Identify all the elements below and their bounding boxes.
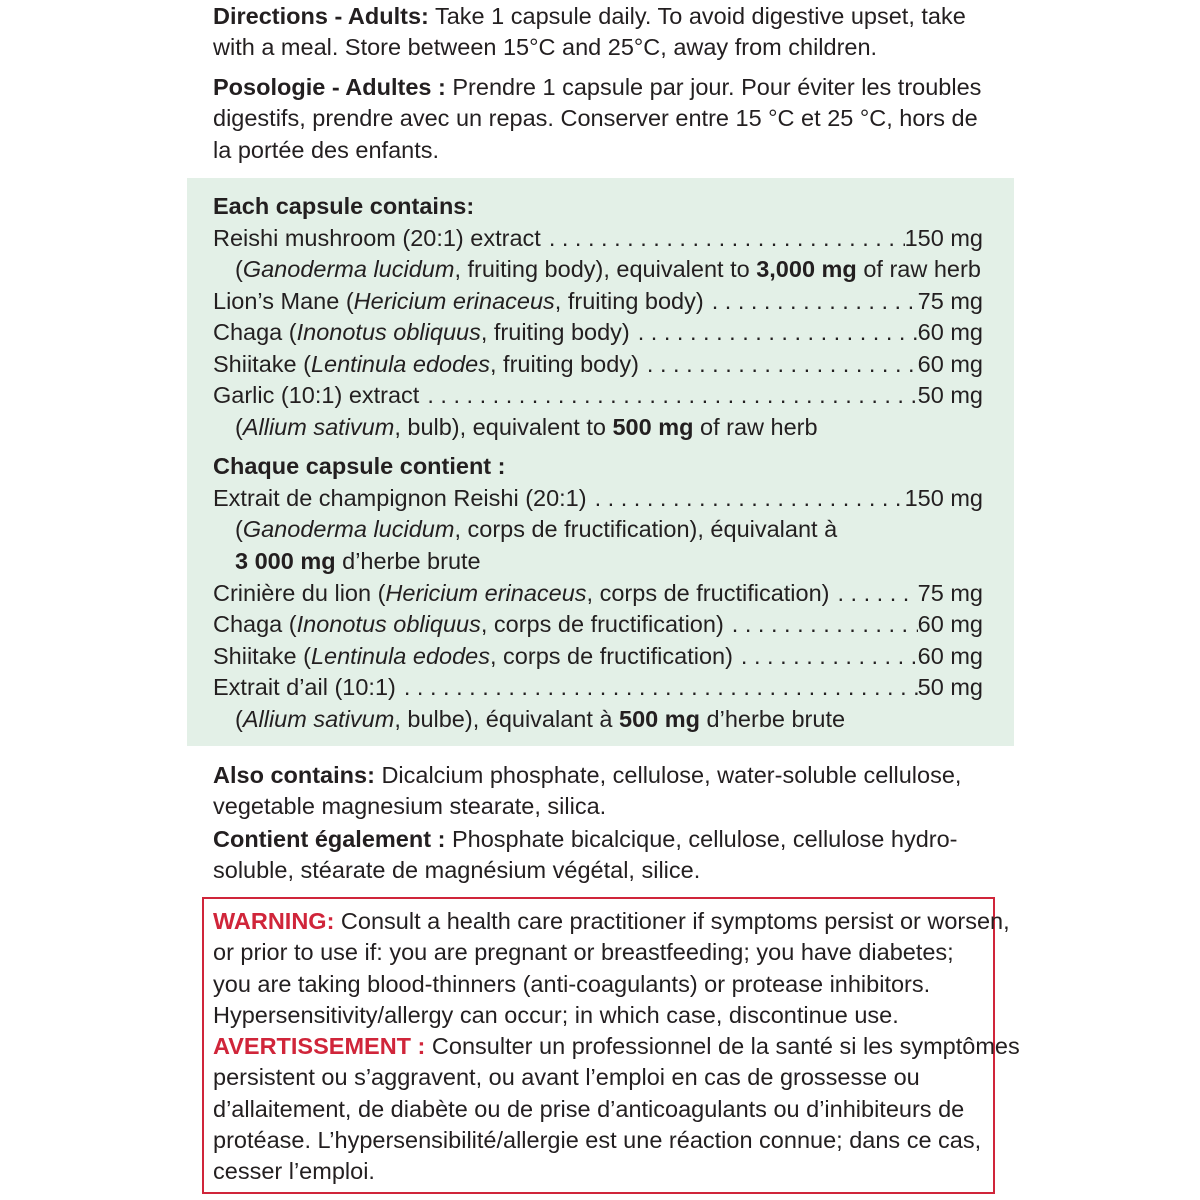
warning-fr-label: AVERTISSEMENT : (213, 1033, 426, 1059)
ingredient-row-shiitake-en (213, 349, 983, 380)
ingredient-row-shiitake-fr (213, 641, 983, 672)
warning-en-label: WARNING: (213, 908, 335, 934)
ingredient-row-garlic-en (213, 380, 983, 411)
ingredient-row-chaga-en (213, 317, 983, 348)
ingredient-row-chaga-fr (213, 609, 983, 640)
warning-en: WARNING: Consult a health care practitioner if symptoms persist or worsen, or prior to use if: you are pregnant or breastfeeding; you have diabetes; you are taking blood-thinners (anti-coagulants) or protease inhibitors. Hypersensitivity/allergy can occur; in which case, discontinue use. (213, 908, 1010, 1028)
ingredient-name: Garlic (10:1) extract (213, 382, 420, 408)
leader-dots (733, 641, 918, 672)
ingredient-amount: 60 mg (917, 319, 983, 345)
ingredient-amount: 150 mg (904, 485, 983, 511)
also-contains-en: Also contains: Dicalcium phosphate, cellulose, water-soluble cellulose, vegetable magnesium stearate, silica. (213, 762, 962, 820)
ingredient-row-reishi-en (213, 223, 983, 254)
directions-fr-text-3: la portée des enfants. (213, 136, 440, 163)
leader-dots (541, 223, 905, 254)
also-contains-fr: Contient également : Phosphate bicalcique, cellulose, cellulose hydro- soluble, stéarate de magnésium végétal, silice. (213, 826, 958, 884)
also-contains-en-label: Also contains: (213, 762, 375, 788)
ingredient-name: Extrait de champignon Reishi (20:1) (213, 485, 587, 511)
directions-en (213, 1, 966, 64)
ingredient-detail-reishi-fr: (Ganoderma lucidum, corps de fructification), équivalant à (235, 516, 838, 542)
ingredient-detail-garlic-en: (Allium sativum, bulb), equivalent to 500 mg of raw herb (235, 414, 818, 440)
directions-fr (213, 72, 981, 166)
ingredients-en-heading: Each capsule contains: (213, 193, 475, 219)
ingredient-amount: 60 mg (917, 351, 983, 377)
ingredient-name: Extrait d’ail (10:1) (213, 674, 396, 700)
ingredient-detail-reishi-en: (Ganoderma lucidum, fruiting body), equivalent to 3,000 mg of raw herb (235, 256, 981, 282)
ingredient-row-lions-mane-en (213, 286, 983, 317)
directions-fr-text-2: digestifs, prendre avec un repas. Conserver entre 15 °C et 25 °C, hors de (213, 105, 978, 132)
ingredient-amount: 75 mg (917, 288, 983, 314)
directions-en-text: Take 1 capsule daily. To avoid digestive upset, take (428, 3, 966, 29)
directions-fr-label: Posologie - Adultes : (213, 74, 446, 100)
ingredient-name: Shiitake (Lentinula edodes, corps de fructification) (213, 643, 733, 669)
ingredient-name: Shiitake (Lentinula edodes, fruiting body) (213, 351, 639, 377)
leader-dots (829, 578, 917, 609)
leader-dots (724, 609, 918, 640)
leader-dots (704, 286, 918, 317)
ingredient-amount: 150 mg (904, 225, 983, 251)
ingredient-row-reishi-fr (213, 483, 983, 514)
leader-dots (587, 483, 905, 514)
directions-en-label: Directions - Adults: (213, 3, 429, 29)
warning-fr: AVERTISSEMENT : Consulter un professionnel de la santé si les symptômes persistent ou s’aggravent, ou avant l’emploi en cas de grossesse ou d’allaitement, de diabète ou de prise d’anticoagulants ou d’inhibiteurs de protéase. L’hypersensibilité/allergie est une réaction connue; dans ce cas, cesser l’emploi. (213, 1033, 1020, 1185)
ingredient-row-lions-mane-fr (213, 578, 983, 609)
ingredient-amount: 75 mg (917, 580, 983, 606)
ingredients-fr-heading: Chaque capsule contient : (213, 453, 506, 479)
directions-en-text-2: with a meal. Store between 15°C and 25°C, away from children. (213, 34, 878, 61)
leader-dots (639, 349, 918, 380)
ingredient-amount: 60 mg (917, 643, 983, 669)
leader-dots (630, 317, 918, 348)
ingredient-amount: 50 mg (917, 674, 983, 700)
ingredient-name: Crinière du lion (Hericium erinaceus, corps de fructification) (213, 580, 830, 606)
leader-dots (419, 380, 917, 411)
ingredient-name: Lion’s Mane (Hericium erinaceus, fruiting body) (213, 288, 704, 314)
ingredient-amount: 50 mg (917, 382, 983, 408)
also-contains-fr-label: Contient également : (213, 826, 446, 852)
ingredient-name: Chaga (Inonotus obliquus, fruiting body) (213, 319, 630, 345)
ingredient-detail-garlic-fr: (Allium sativum, bulbe), équivalant à 500 mg d’herbe brute (235, 706, 846, 732)
ingredient-name: Chaga (Inonotus obliquus, corps de fructification) (213, 611, 724, 637)
ingredient-row-garlic-fr (213, 672, 983, 703)
ingredient-amount: 60 mg (917, 611, 983, 637)
ingredient-name: Reishi mushroom (20:1) extract (213, 225, 541, 251)
directions-fr-text: Prendre 1 capsule par jour. Pour éviter les troubles (445, 74, 982, 100)
ingredient-detail-reishi-fr-2: 3 000 mg d’herbe brute (235, 548, 481, 574)
leader-dots (396, 672, 918, 703)
